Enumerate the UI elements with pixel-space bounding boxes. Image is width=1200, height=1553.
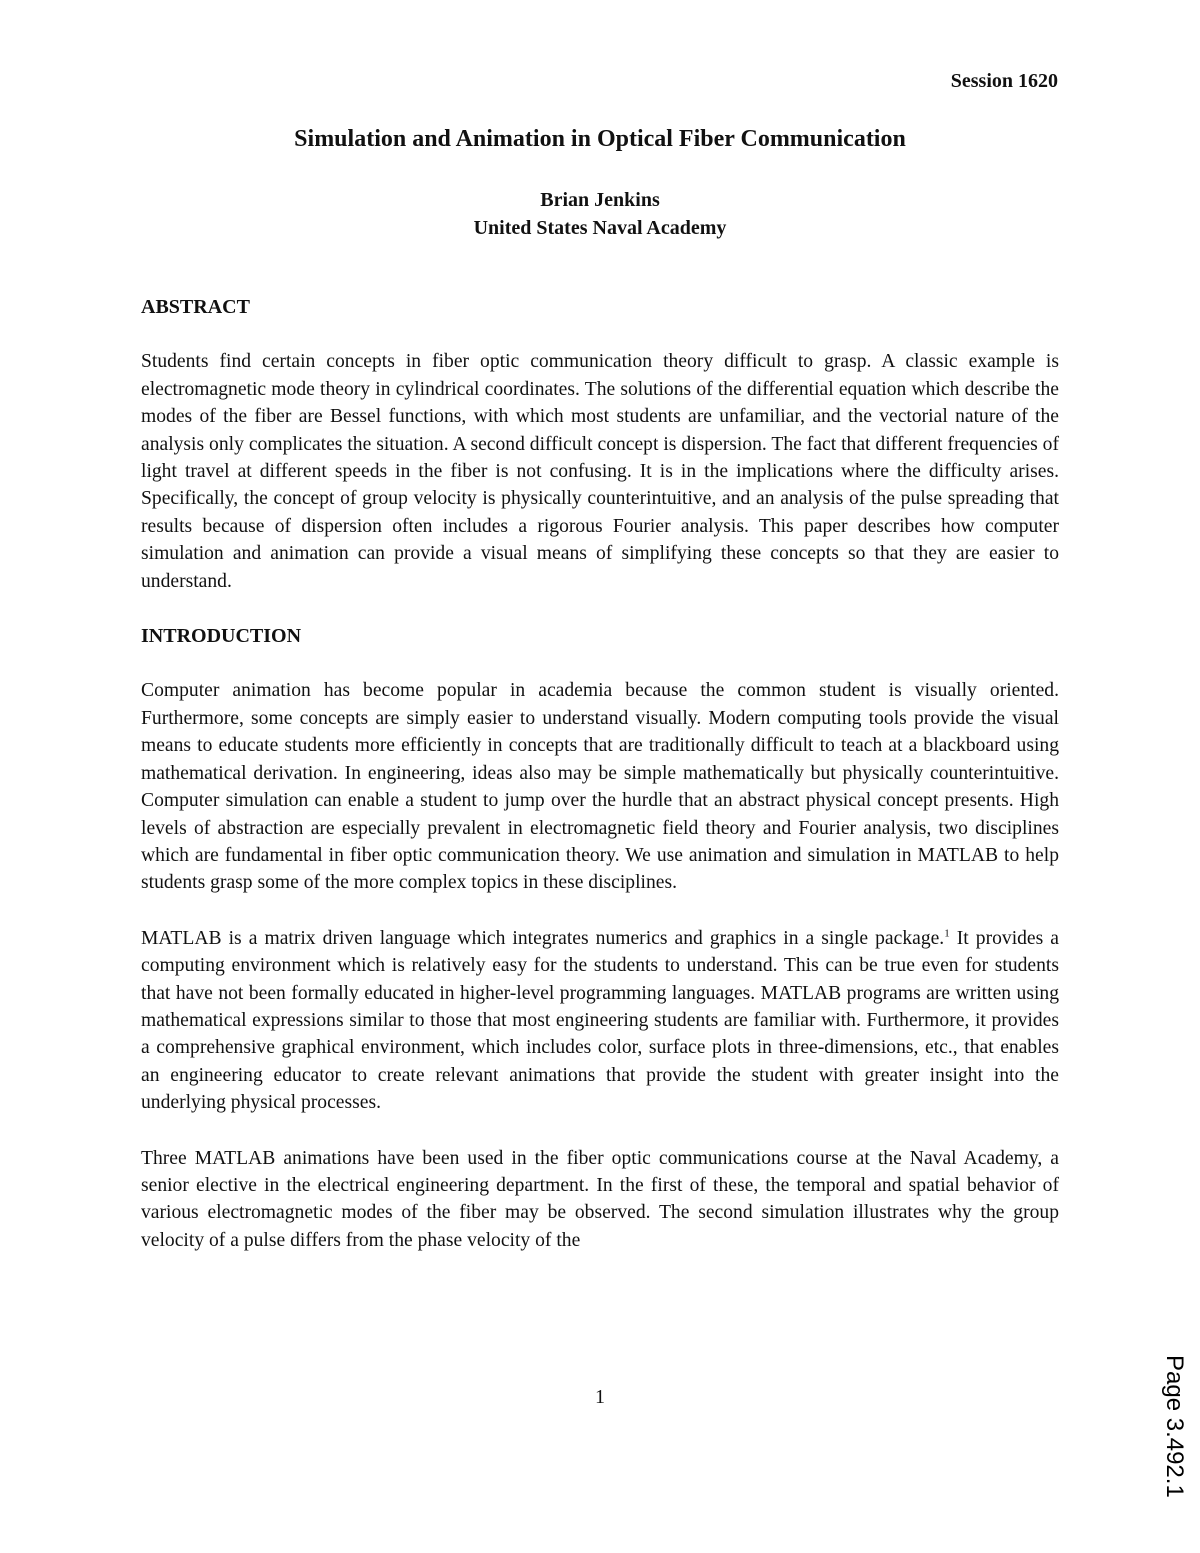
page-number: 1 <box>595 1386 605 1408</box>
author-block <box>0 186 1200 242</box>
footnote-marker[interactable]: 1 <box>944 927 950 940</box>
page-stamp: Page 3.492.1 <box>1161 1355 1188 1498</box>
introduction-heading: INTRODUCTION <box>141 625 302 648</box>
author-name: Brian Jenkins <box>540 189 660 211</box>
paragraph-2-start: MATLAB is a matrix driven language which integrates numerics and graphics in a single package. <box>141 927 945 949</box>
paragraph-2-rest: It provides a computing environment which is relatively easy for the students to understand. This can be true even for students that have not been formally educated in higher-level programming languages. MATLAB programs are written using mathematical expressions similar to those that most engineering students are familiar with. Furthermore, it provides a comprehensive graphical environment, which includes color, surface plots in three-dimensions, etc., that enables an engineering educator to create relevant animations that provide the student with greater insight into the underlying physical processes. <box>141 927 1059 1114</box>
author-affiliation: United States Naval Academy <box>473 217 727 239</box>
introduction-paragraph-3: Three MATLAB animations have been used in the fiber optic communications course at the Naval Academy, a senior elective in the electrical engineering department. In the first of these, the temporal and spatial behavior of various electromagnetic modes of the fiber may be observed. The second simulation illustrates why the group velocity of a pulse differs from the phase velocity of the <box>141 1147 1059 1251</box>
paper-title: Simulation and Animation in Optical Fiber Communication <box>294 126 906 152</box>
paper-body <box>141 294 1059 1254</box>
session-label: Session 1620 <box>950 70 1058 92</box>
introduction-paragraph-1: Computer animation has become popular in academia because the common student is visually oriented. Furthermore, some concepts are simply easier to understand visually. Modern computing tools provide the visual means to educate students more efficiently in concepts that are traditionally difficult to teach at a blackboard using mathematical derivation. In engineering, ideas also may be simple mathematically but physically counterintuitive. Computer simulation can enable a student to jump over the hurdle that an abstract physical concept presents. High levels of abstraction are especially prevalent in electromagnetic field theory and Fourier analysis, two disciplines which are fundamental in fiber optic communication theory. We use animation and simulation in MATLAB to help students grasp some of the more complex topics in these disciplines. <box>141 680 1059 894</box>
abstract-text: Students find certain concepts in fiber optic communication theory difficult to grasp. A classic example is electromagnetic mode theory in cylindrical coordinates. The solutions of the differential equation which describe the modes of the fiber are Bessel functions, with which most students are unfamiliar, and the vectorial nature of the analysis only complicates the situation. A second difficult concept is dispersion. The fact that different frequencies of light travel at different speeds in the fiber is not confusing. It is in the implications where the difficulty arises. Specifically, the concept of group velocity is physically counterintuitive, and an analysis of the pulse spreading that results because of dispersion often includes a rigorous Fourier analysis. This paper describes how computer simulation and animation can provide a visual means of simplifying these concepts so that they are easier to understand. <box>141 351 1059 592</box>
introduction-paragraph-2 <box>141 925 1059 1117</box>
abstract-heading: ABSTRACT <box>141 296 250 318</box>
